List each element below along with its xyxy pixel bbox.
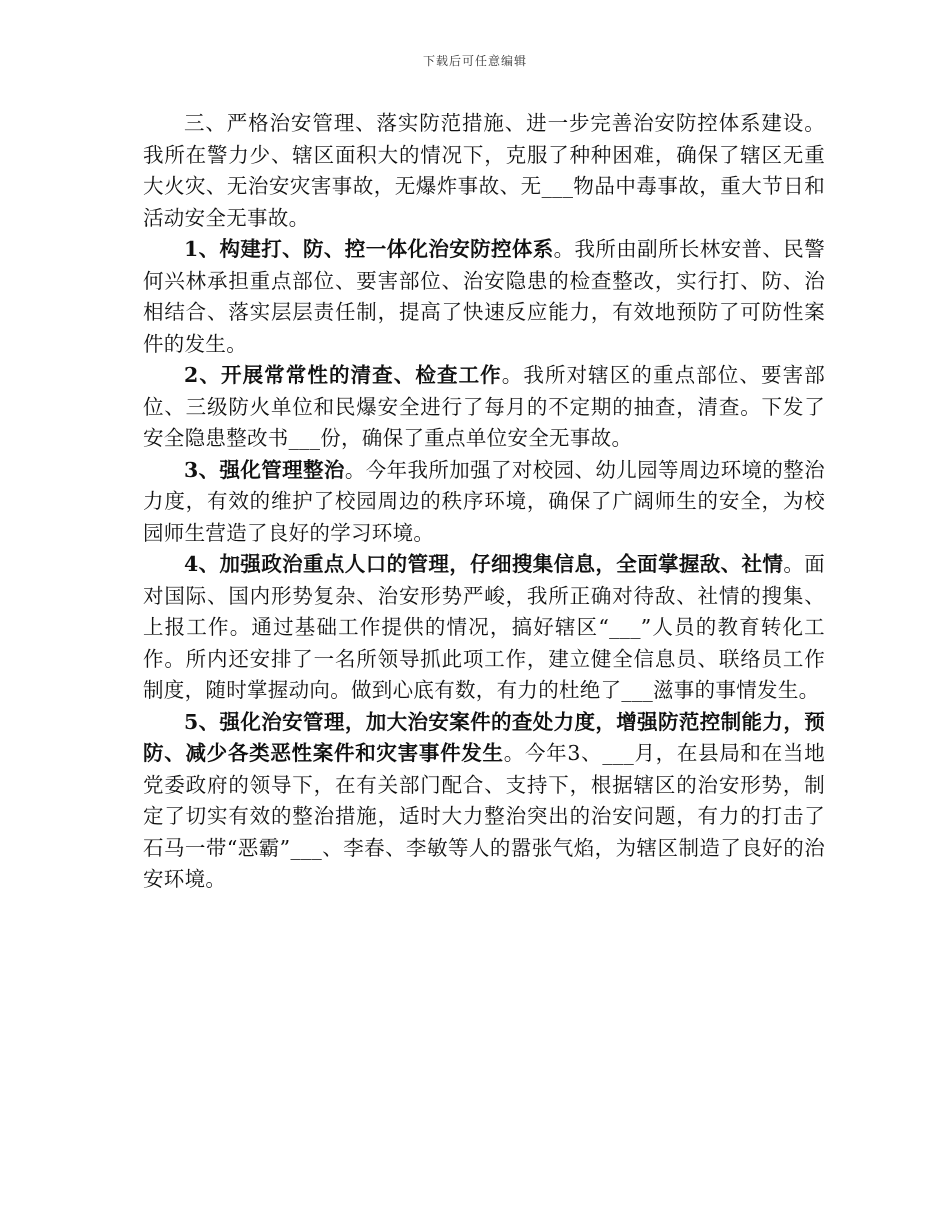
paragraph-text: 三、严格治安管理、落实防范措施、进一步完善治安防控体系建设。我所在警力少、辖区面积大的情况下，克服了种种困难，确保了辖区无重大火灾、无治安灾害事故，无爆炸事故、无___物品中毒事故，重大节日和活动安全无事故。	[143, 111, 825, 230]
paragraph-lead: 3、强化管理整治	[184, 457, 345, 482]
paragraph-3	[143, 360, 825, 455]
paragraph-5	[143, 549, 825, 707]
paragraph-text: 。我所对辖区的重点部位、要害部位、三级防火单位和民爆安全进行了每月的不定期的抽查，清查。下发了安全隐患整改书___份，确保了重点单位安全无事故。	[143, 363, 825, 450]
paragraph-lead: 2、开展常常性的清查、检查工作	[184, 363, 502, 387]
page-header: 下载后可任意编辑	[422, 54, 527, 68]
paragraph-lead: 4、加强政治重点人口的管理，仔细搜集信息，全面掌握敌、社情	[184, 552, 784, 576]
paragraph-lead: 1、构建打、防、控一体化治安防控体系	[184, 237, 554, 261]
paragraph-text: 。今年我所加强了对校园、幼儿园等周边环境的整治力度，有效的维护了校园周边的秩序环境，确保了广阔师生的安全，为校园师生营造了良好的学习环境。	[143, 457, 825, 545]
paragraph-text: 。今年3、___月，在县局和在当地党委政府的领导下，在有关部门配合、支持下，根据辖区的治安形势，制定了切实有效的整治措施，适时大力整治突出的治安问题，有力的打击了石马一带“恶霸”___、李春、李敏等人的嚣张气焰，为辖区制造了良好的治安环境。	[143, 741, 825, 891]
paragraph-lead: 5、强化治安管理，加大治安案件的查处力度，增强防范控制能力，预防、减少各类恶性案件和灾害事件发生	[143, 709, 825, 765]
paragraph-text: 。面对国际、国内形势复杂、治安形势严峻，我所正确对待敌、社情的搜集、上报工作。通过基础工作提供的情况，搞好辖区“___”人员的教育转化工作。所内还安排了一名所领导抓此项工作，建立健全信息员、联络员工作制度，随时掌握动向。做到心底有数，有力的杜绝了___滋事的事情发生。	[143, 552, 825, 702]
document-body	[143, 108, 825, 896]
paragraph-2	[143, 234, 825, 360]
paragraph-4	[143, 455, 825, 550]
paragraph-1	[143, 108, 825, 234]
paragraph-6	[143, 707, 825, 896]
paragraph-text: 。我所由副所长林安普、民警何兴林承担重点部位、要害部位、治安隐患的检查整改，实行打、防、治相结合、落实层层责任制，提高了快速反应能力，有效地预防了可防性案件的发生。	[143, 237, 825, 356]
